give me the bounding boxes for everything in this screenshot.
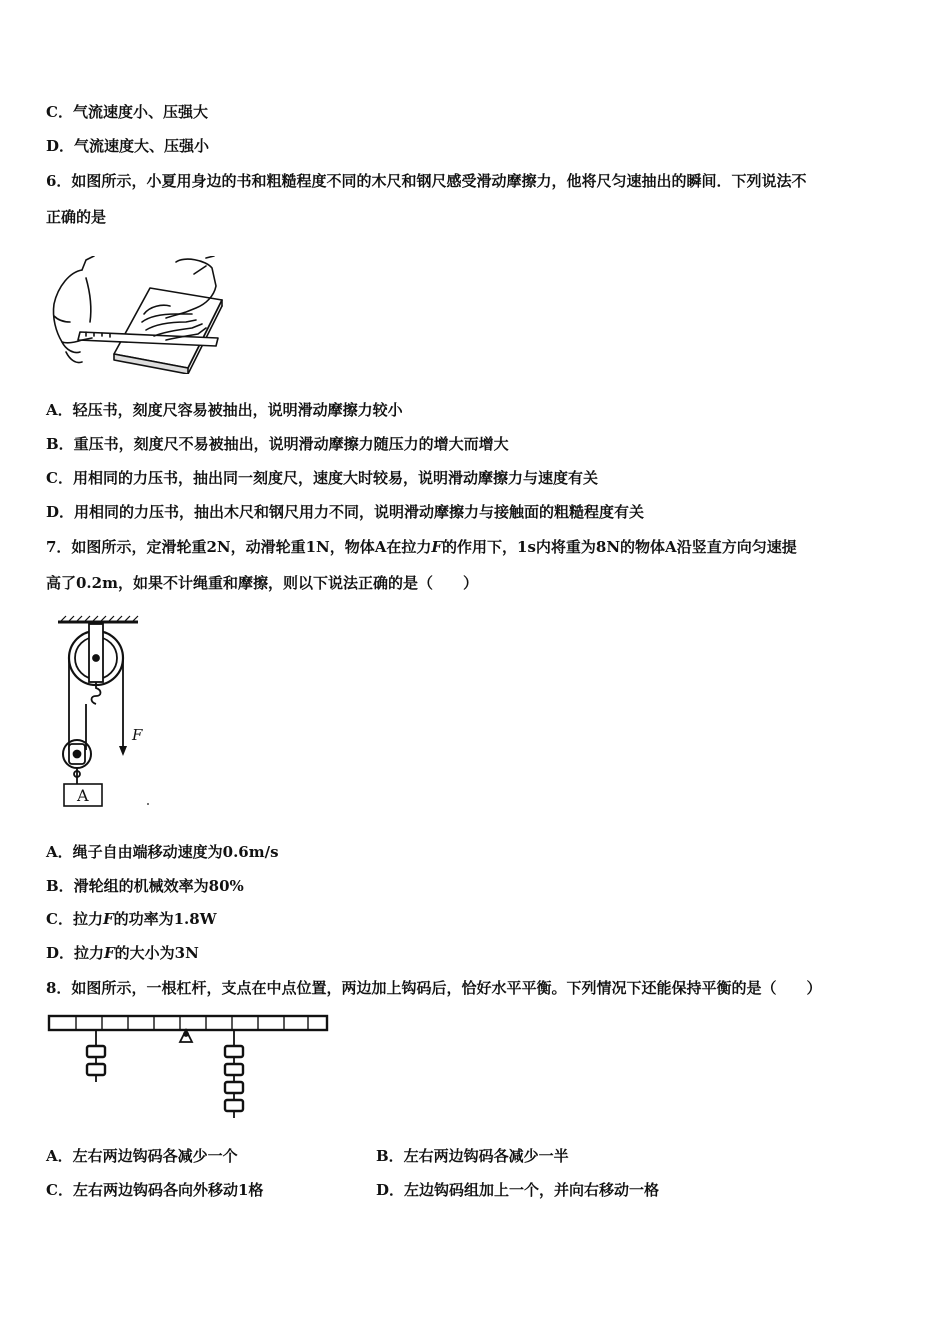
q7-stem-part-b: 的作用下，1s内将重为8N的物体A沿竖直方向匀速提 (442, 538, 797, 556)
q5-option-c: C．气流速度小、压强大 (46, 103, 208, 121)
q6-option-d: D．用相同的力压书，抽出木尺和钢尺用力不同，说明滑动摩擦力与接触面的粗糙程度有关 (46, 503, 645, 521)
q7-figure-pulley (56, 614, 166, 810)
q8-figure-lever (46, 1012, 332, 1132)
q6-stem-line2: 正确的是 (46, 208, 107, 226)
q7-option-c-pre: C．拉力 (46, 910, 103, 928)
q7-option-d-post: 的大小为3N (114, 944, 199, 962)
q7-stem-line1 (46, 537, 797, 557)
q7-option-d-var: F (104, 944, 115, 962)
q6-option-a: A．轻压书，刻度尺容易被抽出，说明滑动摩擦力较小 (46, 401, 403, 419)
q8-option-a: A．左右两边钩码各减少一个 (46, 1147, 238, 1165)
q7-option-a: A．绳子自由端移动速度为0.6m/s (46, 843, 279, 861)
q6-figure-hands-book-ruler (46, 256, 236, 374)
q5-option-d: D．气流速度大、压强小 (46, 137, 210, 155)
q7-stem-force-var: F (431, 538, 443, 556)
q7-option-d (46, 943, 199, 963)
q6-option-c: C．用相同的力压书，抽出同一刻度尺，速度大时较易，说明滑动摩擦力与速度有关 (46, 469, 598, 487)
q7-option-d-pre: D．拉力 (46, 944, 105, 962)
q6-stem-line1: 6．如图所示，小夏用身边的书和粗糙程度不同的木尺和钢尺感受滑动摩擦力，他将尺匀速抽出的瞬间．下列说法不 (46, 172, 807, 190)
q8-option-d: D．左边钩码组加上一个，并向右移动一格 (376, 1181, 660, 1199)
q7-option-c (46, 909, 217, 929)
q8-option-c: C．左右两边钩码各向外移动1格 (46, 1181, 264, 1199)
q7-option-c-var: F (102, 910, 114, 928)
q6-option-b: B．重压书，刻度尺不易被抽出，说明滑动摩擦力随压力的增大而增大 (46, 435, 509, 453)
q7-stem-part-a: 7．如图所示，定滑轮重2N，动滑轮重1N，物体A在拉力 (46, 538, 432, 556)
q8-stem: 8．如图所示，一根杠杆，支点在中点位置，两边加上钩码后，恰好水平平衡。下列情况下还能保持平衡的是（ ） (46, 979, 822, 997)
q7-stem-line2: 高了0.2m，如果不计绳重和摩擦，则以下说法正确的是（ ） (46, 574, 478, 592)
q7-figure-force-label: F (132, 726, 143, 744)
q7-option-b: B．滑轮组的机械效率为80% (46, 877, 244, 895)
q8-option-b: B．左右两边钩码各减少一半 (376, 1147, 569, 1165)
q7-figure-block-label: A (77, 786, 89, 805)
q7-option-c-post: 的功率为1.8W (113, 910, 217, 928)
